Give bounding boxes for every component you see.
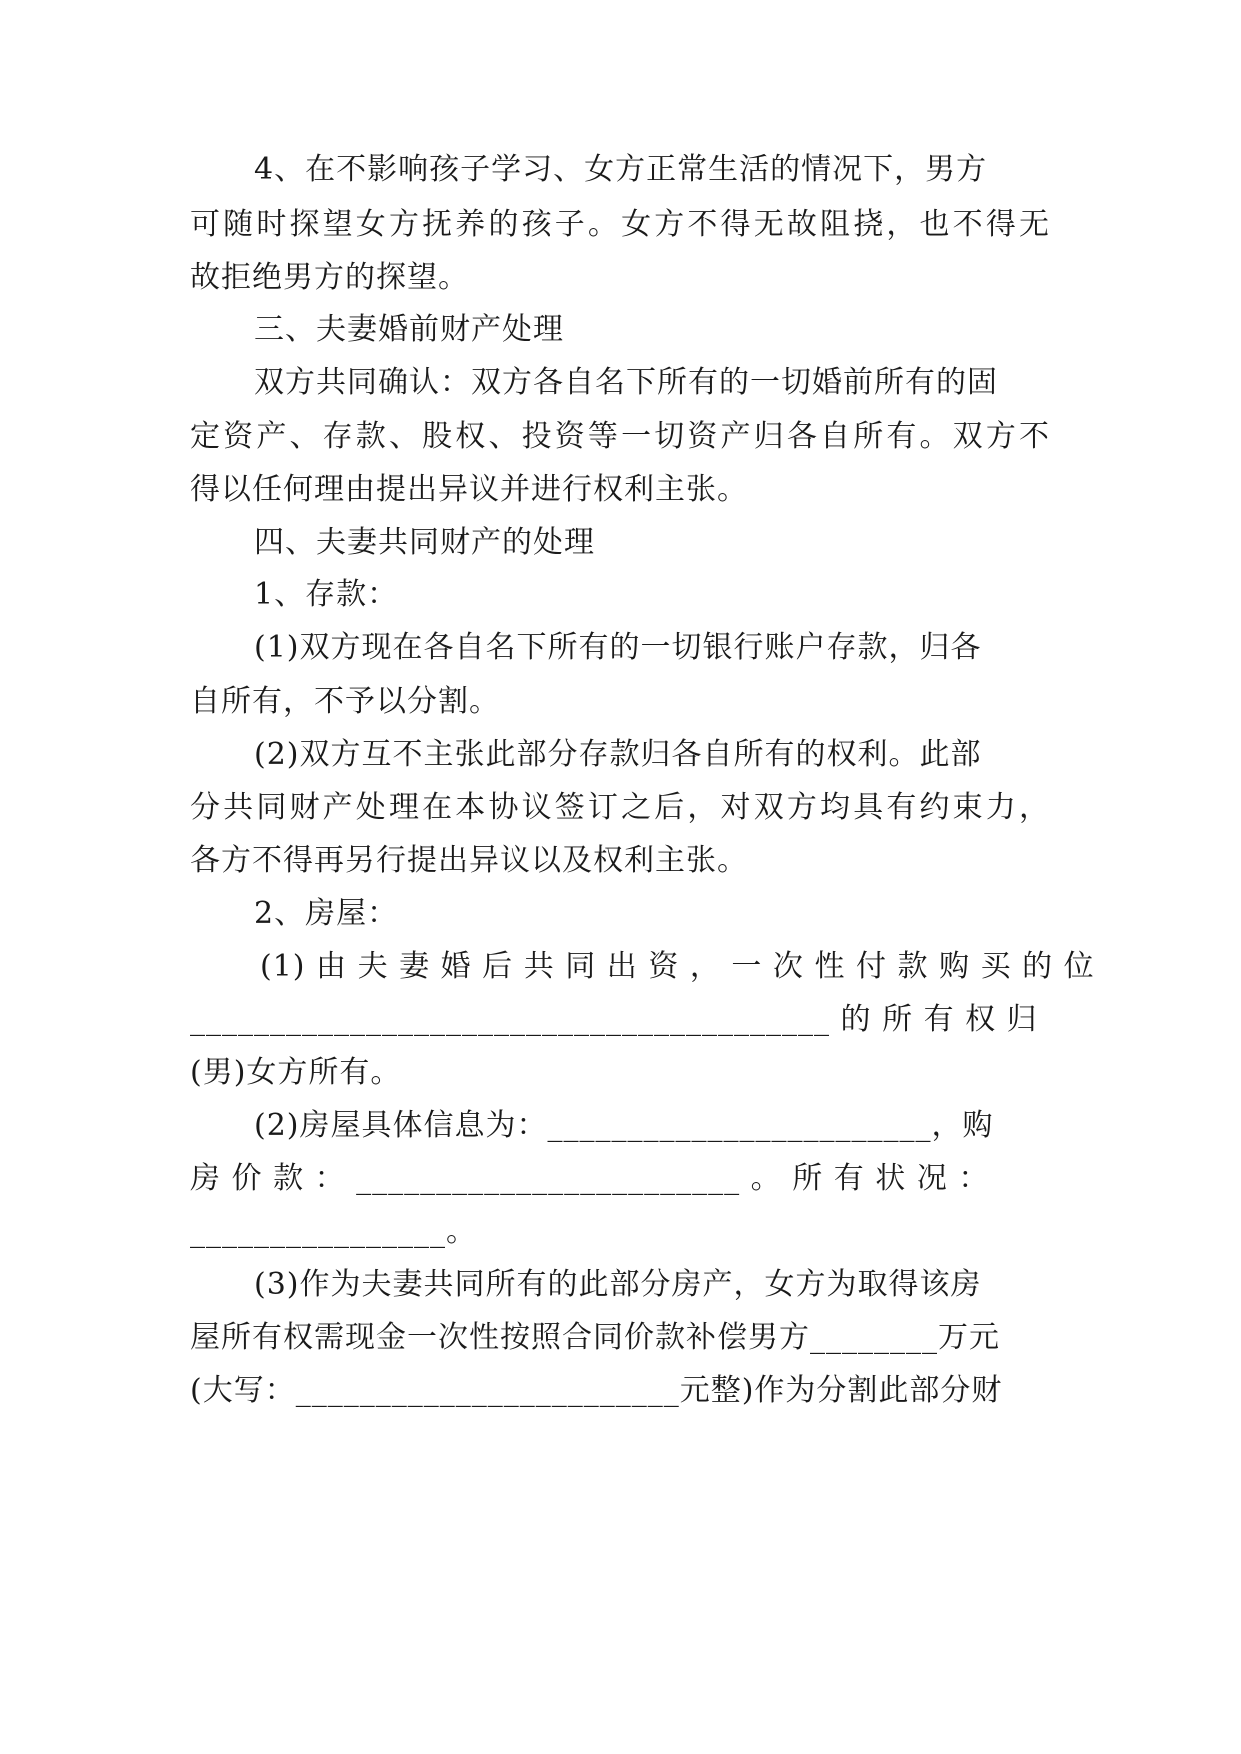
paragraph-line-11: 自所有，不予以分割。 <box>190 684 500 719</box>
paragraph-line-17: ________________________________________ 的 所 有 权 归 <box>190 1002 1038 1037</box>
paragraph-line-24: (大写：________________________元整)作为分割此部分财 <box>190 1373 1003 1408</box>
paragraph-line-23: 屋所有权需现金一次性按照合同价款补偿男方________万元 <box>190 1320 1000 1355</box>
paragraph-line-6: 定资产、存款、股权、投资等一切资产归各自所有。双方不 <box>190 419 1050 454</box>
paragraph-line-20: 房 价 款 ： ________________________ 。 所 有 状 况 ： <box>190 1161 990 1196</box>
paragraph-line-10: (1)双方现在各自名下所有的一切银行账户存款，归各 <box>254 630 982 665</box>
paragraph-line-16: (1) 由 夫 妻 婚 后 共 同 出 资 ， 一 次 性 付 款 购 买 的 位 <box>260 949 1095 984</box>
paragraph-line-2: 可随时探望女方抚养的孩子。女方不得无故阻挠，也不得无 <box>190 207 1050 242</box>
paragraph-line-5: 双方共同确认：双方各自名下所有的一切婚前所有的固 <box>254 365 998 400</box>
subsection-heading-house: 2、房屋： <box>254 896 399 931</box>
paragraph-line-7: 得以任何理由提出异议并进行权利主张。 <box>190 472 748 507</box>
paragraph-line-12: (2)双方互不主张此部分存款归各自所有的权利。此部 <box>254 737 982 772</box>
paragraph-line-22: (3)作为夫妻共同所有的此部分房产，女方为取得该房 <box>254 1267 982 1302</box>
section-heading-3: 三、夫妻婚前财产处理 <box>254 312 564 347</box>
paragraph-line-3: 故拒绝男方的探望。 <box>190 260 469 295</box>
subsection-heading-deposits: 1、存款： <box>254 577 399 612</box>
paragraph-line-13: 分共同财产处理在本协议签订之后，对双方均具有约束力， <box>190 790 1050 825</box>
paragraph-line-14: 各方不得再另行提出异议以及权利主张。 <box>190 843 748 878</box>
paragraph-line-19: (2)房屋具体信息为：________________________，购 <box>254 1108 994 1143</box>
paragraph-line-18: (男)女方所有。 <box>190 1055 402 1090</box>
paragraph-line-21: ________________。 <box>190 1214 477 1249</box>
section-heading-4: 四、夫妻共同财产的处理 <box>254 525 595 560</box>
paragraph-line-1: 4、在不影响孩子学习、女方正常生活的情况下，男方 <box>254 152 988 187</box>
